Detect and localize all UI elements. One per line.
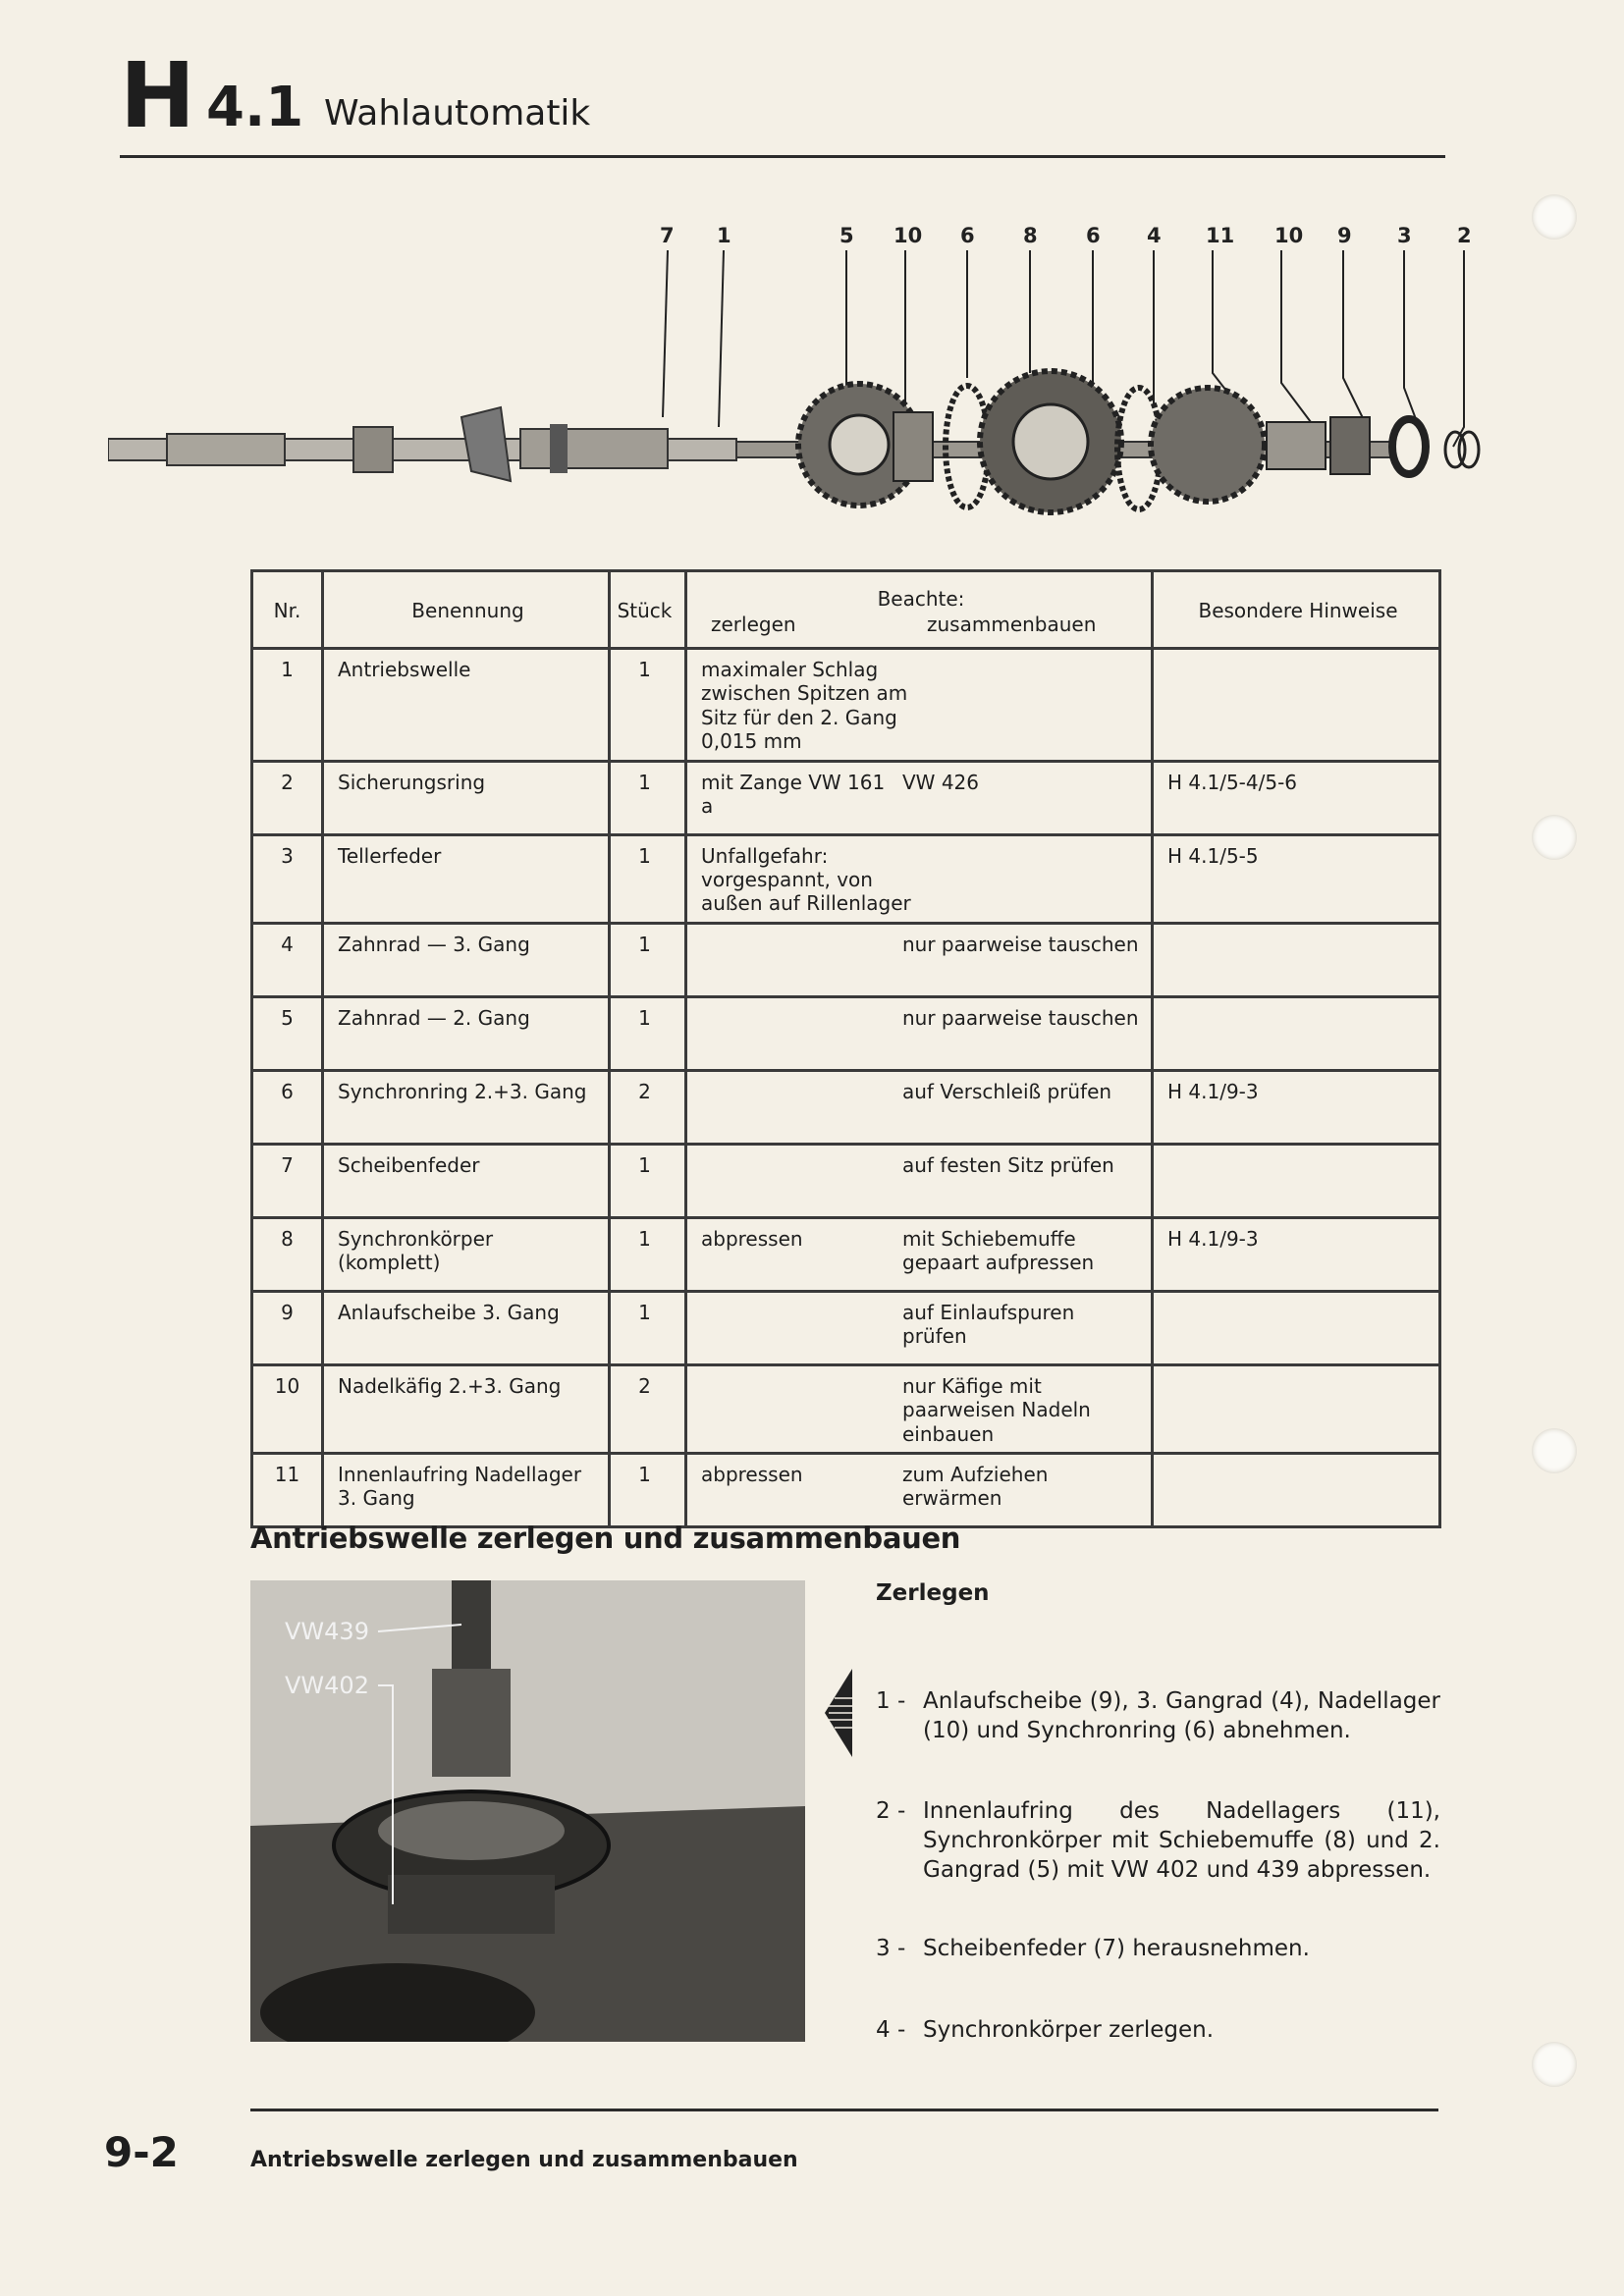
cell-remarks: H 4.1/5-4/5-6 [1153,761,1440,834]
cell-assemble: zum Aufziehen erwärmen [902,1462,1049,1511]
cell-nr: 3 [252,834,323,923]
cell-remarks [1153,1144,1440,1217]
cell-qty: 1 [610,649,686,762]
footer-title: Antriebswelle zerlegen und zusammenbauen [250,2148,798,2172]
section-number: 4.1 [206,76,304,139]
cell-nr: 10 [252,1364,323,1453]
callout-label: 5 [839,224,854,247]
table-header-row [252,571,1440,649]
cell-disassemble [687,933,902,956]
cell-assemble [921,844,1141,916]
table-row [252,649,1440,762]
callout-label: 7 [660,224,675,247]
cell-remarks [1153,1453,1440,1526]
cell-note [686,1364,1153,1453]
cell-note [686,761,1153,834]
col-header-assemble: zusammenbauen [927,613,1097,636]
cell-qty: 1 [610,923,686,996]
table-row [252,1144,1440,1217]
callout-label: 11 [1206,224,1235,247]
cell-name: Synchronring 2.+3. Gang [323,1070,610,1144]
punch-hole [1532,815,1577,860]
cell-note [686,1291,1153,1364]
cell-disassemble: Unfallgefahr: vorgespannt, von außen auf Rillenlager [701,843,911,916]
callout-label: 3 [1397,224,1412,247]
callout-label: 8 [1023,224,1038,247]
col-header-note [686,571,1153,649]
cell-name: Anlaufscheibe 3. Gang [323,1291,610,1364]
table-row [252,834,1440,923]
callout-label: 2 [1457,224,1472,247]
callout-label: 1 [717,224,731,247]
cell-assemble: VW 426 [902,770,979,794]
cell-remarks [1153,1291,1440,1364]
cell-note [686,1453,1153,1526]
cell-remarks [1153,996,1440,1070]
tool-label-vw439: VW439 [285,1618,369,1645]
cell-disassemble [687,1080,902,1103]
cell-assemble: nur paarweise tauschen [902,1005,1139,1030]
cell-remarks: H 4.1/9-3 [1153,1217,1440,1291]
cell-qty: 1 [610,996,686,1070]
cell-note [686,996,1153,1070]
cell-disassemble [687,1153,902,1177]
cell-remarks [1153,1364,1440,1453]
callout-label: 6 [1086,224,1101,247]
section-letter: H [120,43,193,148]
cell-note [686,1217,1153,1291]
cell-qty: 1 [610,1291,686,1364]
footer-rule [250,2109,1438,2111]
table-row [252,1070,1440,1144]
tool-label-vw402: VW402 [285,1672,369,1699]
cell-qty: 1 [610,1144,686,1217]
cell-nr: 2 [252,761,323,834]
cell-qty: 1 [610,1217,686,1291]
table-row [252,1364,1440,1453]
cell-name: Zahnrad — 2. Gang [323,996,610,1070]
cell-remarks [1153,649,1440,762]
table-row [252,996,1440,1070]
step-4: 4 - Synchronkörper zerlegen. [876,2017,1215,2043]
cell-qty: 2 [610,1364,686,1453]
parts-table [250,569,1441,1528]
table-row [252,923,1440,996]
step-1: 1 - Anlaufscheibe (9), 3. Gangrad (4), Nadellager (10) und Synchronring (6) abnehmen. [876,1688,1440,1743]
cell-name: Nadelkäfig 2.+3. Gang [323,1364,610,1453]
cell-remarks: H 4.1/5-5 [1153,834,1440,923]
cell-disassemble [687,1301,902,1349]
cell-assemble: nur paarweise tauschen [902,932,1139,956]
col-header-name: Benennung [323,571,610,649]
cell-remarks [1153,923,1440,996]
cell-name: Synchronkörper (komplett) [323,1217,610,1291]
cell-name: Innenlaufring Nadellager 3. Gang [323,1453,610,1526]
cell-nr: 9 [252,1291,323,1364]
press-photo [250,1580,805,2042]
page-number: 9-2 [104,2128,179,2176]
table-row [252,1291,1440,1364]
table-row [252,1217,1440,1291]
note-title: Beachte: [877,587,965,611]
cell-name: Zahnrad — 3. Gang [323,923,610,996]
cell-nr: 11 [252,1453,323,1526]
cell-qty: 1 [610,761,686,834]
cell-assemble: auf Verschleiß prüfen [902,1079,1112,1103]
punch-hole [1532,2042,1577,2087]
header-rule [120,155,1445,158]
cell-disassemble: mit Zange VW 161 a [701,770,886,818]
cell-disassemble: maximaler Schlag zwischen Spitzen am Sitz für den 2. Gang 0,015 mm [701,658,908,754]
cell-nr: 5 [252,996,323,1070]
table-row [252,1453,1440,1526]
cell-qty: 2 [610,1070,686,1144]
cell-nr: 8 [252,1217,323,1291]
cell-disassemble [687,1006,902,1030]
exploded-shaft-drawing [108,221,1502,545]
zerlegen-heading: Zerlegen [876,1580,990,1606]
cell-nr: 7 [252,1144,323,1217]
cell-name: Tellerfeder [323,834,610,923]
cell-name: Antriebswelle [323,649,610,762]
cell-qty: 1 [610,1453,686,1526]
cell-nr: 1 [252,649,323,762]
cell-note [686,834,1153,923]
cell-nr: 4 [252,923,323,996]
step-3: 3 - Scheibenfeder (7) herausnehmen. [876,1936,1310,1961]
callout-label: 10 [893,224,923,247]
cell-note [686,649,1153,762]
punch-hole [1532,194,1577,240]
col-header-nr: Nr. [252,571,323,649]
cell-nr: 6 [252,1070,323,1144]
cell-note [686,923,1153,996]
punch-hole [1532,1428,1577,1473]
col-header-qty: Stück [610,571,686,649]
cell-assemble: nur Käfige mit paarweisen Nadeln einbauen [902,1373,1091,1446]
cell-assemble: mit Schiebemuffe gepaart aufpressen [902,1226,1095,1275]
callout-label: 4 [1147,224,1162,247]
page-title: Wahlautomatik [324,93,591,133]
cell-name: Scheibenfeder [323,1144,610,1217]
section-title: Antriebswelle zerlegen und zusammenbauen [250,1522,961,1555]
col-header-remarks: Besondere Hinweise [1153,571,1440,649]
cell-assemble: auf festen Sitz prüfen [902,1152,1114,1177]
cell-remarks: H 4.1/9-3 [1153,1070,1440,1144]
cell-disassemble: abpressen [701,1226,803,1251]
step-2: 2 - Innenlaufring des Nadellagers (11), Synchronkörper mit Schiebemuffe (8) und 2. Gangrad (5) mit VW 402 und 439 abpressen. [876,1798,1440,1883]
cell-qty: 1 [610,834,686,923]
callout-label: 9 [1337,224,1352,247]
callout-label: 6 [960,224,975,247]
col-header-disassemble: zerlegen [711,613,796,636]
cell-note [686,1144,1153,1217]
cell-name: Sicherungsring [323,761,610,834]
cell-disassemble: abpressen [701,1462,803,1486]
cell-note [686,1070,1153,1144]
cell-disassemble [687,1374,902,1446]
callout-label: 10 [1274,224,1304,247]
table-row [252,761,1440,834]
callout-labels [660,224,1472,247]
cell-assemble [921,658,1141,754]
cell-assemble: auf Einlaufspuren prüfen [902,1300,1075,1349]
left-arrow-icon [823,1669,856,1757]
